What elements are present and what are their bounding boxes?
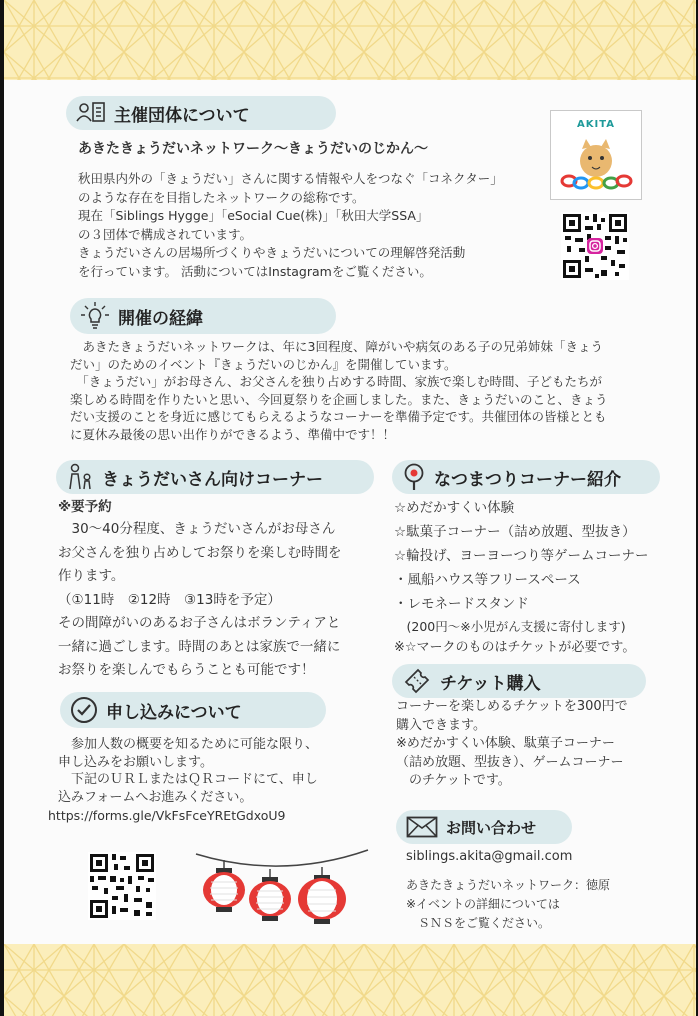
reservation-required-note: ※要予約 (58, 499, 112, 515)
lightbulb-icon (80, 301, 110, 331)
summer-festival-heading-text: なつまつりコーナー紹介 (434, 469, 621, 490)
sibling-corner-line: お祭りを楽しんでもらうことも可能です！ (58, 662, 315, 678)
festival-item-note: ※☆マークのものはチケットが必要です。 (394, 640, 636, 655)
application-line: 参加人数の概要を知るために可能な限り、 (58, 737, 319, 752)
ticket-description (396, 698, 676, 791)
contact-heading-text: お問い合わせ (446, 818, 537, 837)
organizer-description (78, 170, 548, 281)
organizer-line: を行っています。 活動についてはInstagramをご覧ください。 (78, 263, 432, 279)
envelope-icon (406, 816, 438, 838)
festival-item: ☆輪投げ、ヨーヨーつり等ゲームコーナー (394, 548, 649, 564)
check-circle-icon (70, 696, 98, 724)
ticket-line: ※めだかすくい体験、駄菓子コーナー (396, 736, 615, 751)
ticket-heading-text: チケット購入 (440, 673, 541, 694)
ticket-line: コーナーを楽しめるチケットを300円で (396, 699, 628, 714)
sibling-corner-line: 30〜40分程度、きょうだいさんがお母さん (58, 521, 336, 537)
contact-details (406, 876, 686, 933)
festival-item: ・レモネードスタンド (394, 596, 529, 612)
organizer-heading-text: 主催団体について (114, 105, 250, 126)
background-line: あきたきょうだいネットワークは、年に3回程度、障がいや病気のある子の兄弟姉妹「きょう (70, 339, 603, 354)
festival-item: ・風船ハウス等フリースペース (394, 572, 581, 588)
application-form-qr-code[interactable] (88, 852, 156, 920)
sibling-corner-heading-text: きょうだいさん向けコーナー (102, 469, 323, 490)
background-description (70, 338, 670, 443)
festival-item: ☆めだかすくい体験 (394, 500, 515, 516)
contact-heading (396, 810, 572, 844)
application-heading (60, 692, 326, 728)
sibling-corner-heading (56, 460, 374, 494)
application-line: 申し込みをお願いします。 (58, 754, 213, 770)
sibling-corner-description (58, 518, 378, 683)
application-heading-text: 申し込みについて (106, 702, 242, 723)
instagram-qr-code[interactable] (561, 212, 629, 280)
organizer-line: の３団体で構成されています。 (78, 226, 253, 242)
application-form-url[interactable]: https://forms.gle/VkFsFceYREtGdxoU9 (48, 808, 286, 823)
sibling-corner-line: その間障がいのあるお子さんはボランティアと (58, 615, 341, 631)
organizer-line: 秋田県内外の「きょうだい」さんに関する情報や人をつなぐ「コネクター」 (78, 171, 503, 186)
ticket-line: のチケットです。 (396, 773, 511, 788)
contact-line: ※イベントの詳細については (406, 897, 560, 911)
contact-line: ＳＮＳをご覧ください。 (406, 916, 551, 930)
background-heading-text: 開催の経緯 (118, 308, 203, 329)
asanoha-pattern-bottom (4, 944, 696, 1016)
organizer-line: きょうだいさんの居場所づくりやきょうだいについての理解啓発活動 (78, 245, 466, 260)
sibling-corner-line: （①11時 ②12時 ③13時を予定） (58, 591, 281, 608)
paper-lanterns-illustration (192, 842, 372, 942)
sibling-corner-line: 作ります。 (58, 568, 125, 584)
organizer-heading (66, 96, 336, 130)
asanoha-pattern-top (4, 0, 696, 80)
ticket-icon (402, 666, 432, 696)
organizer-name: あきたきょうだいネットワーク〜きょうだいのじかん〜 (78, 141, 428, 157)
flyer-page (4, 0, 696, 1016)
contact-email[interactable]: siblings.akita@gmail.com (406, 849, 573, 864)
summer-festival-heading (392, 460, 660, 494)
background-heading (70, 298, 336, 334)
application-line: 込みフォームへお進みください。 (58, 789, 253, 805)
akita-network-logo (550, 110, 642, 200)
organizer-line: のような存在を目指したネットワークの総称です。 (78, 189, 365, 205)
festival-item: (200円〜※小児がん支援に寄付します) (394, 619, 626, 634)
background-line: だい」のためのイベント『きょうだいのじかん』を開催しています。 (70, 356, 457, 372)
application-line: 下記のＵＲＬまたはＱＲコードにて、申し (58, 772, 318, 787)
ticket-line: 購入できます。 (396, 717, 486, 733)
parent-child-icon (66, 463, 94, 491)
background-line: に夏休み最後の思い出作りができるよう、準備中です！！ (70, 426, 396, 442)
background-line: 楽しめる時間を作りたいと思い、今回夏祭りを企画しました。また、きょうだいのこと、きょう (70, 391, 608, 407)
organizer-line: 現在「Siblings Hygge」「eSocial Cue(株)」「秋田大学SSA」 (78, 208, 429, 223)
summer-festival-list (394, 496, 684, 659)
ticket-line: （詰め放題、型抜き）、ゲームコーナー (396, 754, 624, 770)
background-line: だい支援のことを身近に感じてもらえるようなコーナーを準備予定です。共催団体の皆様ととも (70, 409, 607, 424)
ticket-heading (392, 664, 646, 698)
person-document-icon (76, 101, 106, 125)
sibling-corner-line: 一緒に過ごします。時間のあとは家族で一緒に (58, 638, 341, 655)
logo-text: AKITA (577, 119, 615, 130)
sibling-corner-line: お父さんを独り占めしてお祭りを楽しむ時間を (58, 544, 342, 561)
background-line: 「きょうだい」がお母さん、お父さんを独り占めする時間、家族で楽しむ時間、子どもたちが (70, 374, 603, 389)
festival-item: ☆駄菓子コーナー（詰め放題、型抜き） (394, 524, 636, 540)
uchiwa-fan-icon (402, 463, 426, 491)
contact-line: あきたきょうだいネットワーク：徳原 (406, 878, 611, 892)
application-description (58, 736, 378, 806)
